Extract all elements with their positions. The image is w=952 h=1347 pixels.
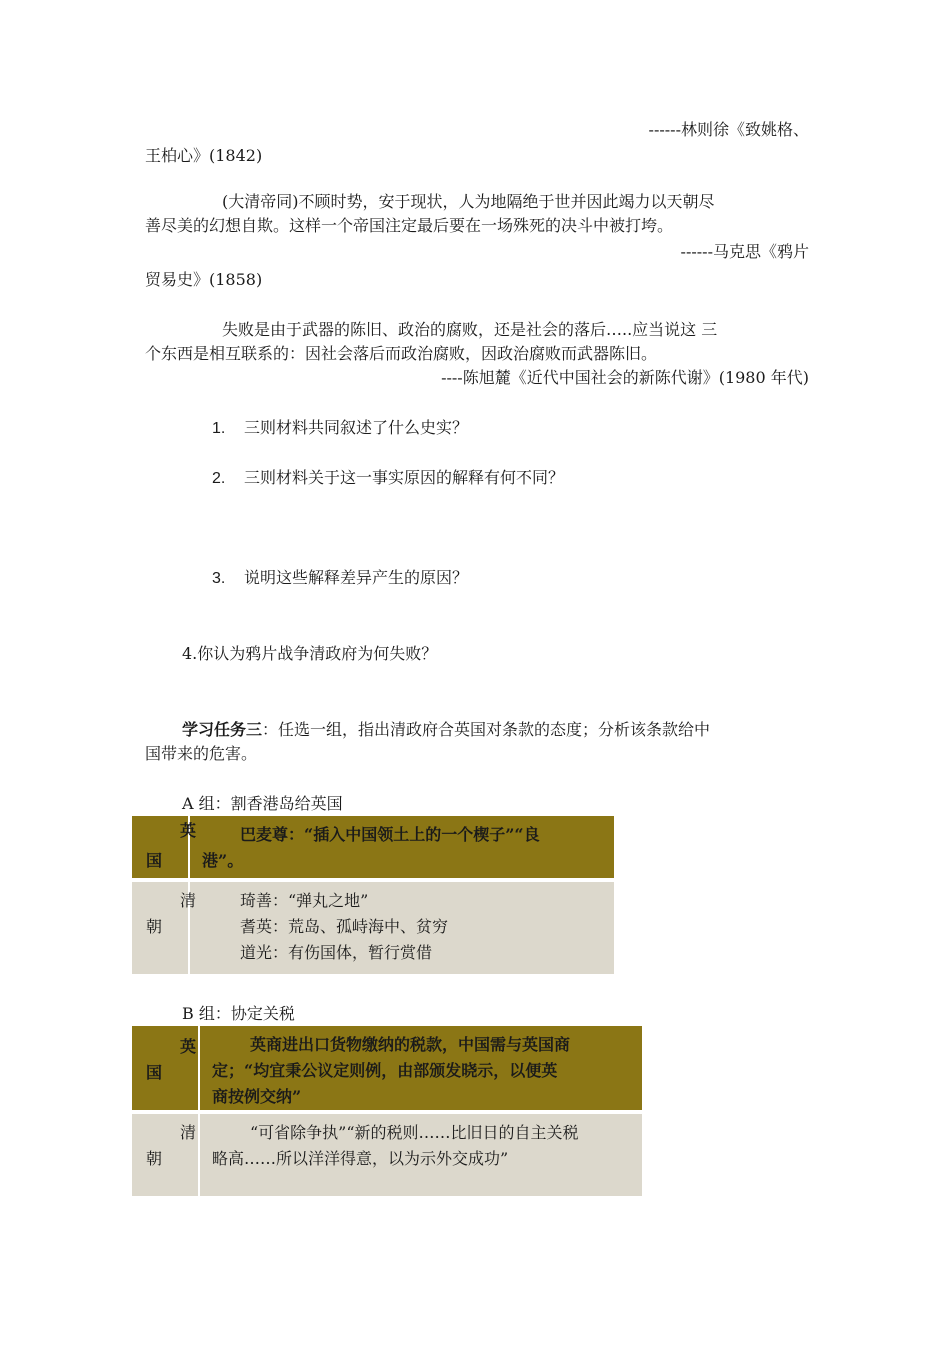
question-4: 4.你认为鸦片战争清政府为何失败？ [182, 644, 438, 663]
task3-line1 [182, 718, 710, 742]
group-a-title: A 组：割香港岛给英国 [182, 794, 343, 813]
question-number: 2. [212, 470, 226, 487]
group-a-britain-text: 巴麦尊：“插入中国领土上的一个楔子”“良 港”。 [189, 816, 614, 880]
group-b-title: B 组：协定关税 [182, 1004, 295, 1023]
question-number: 1. [212, 420, 226, 437]
question-2 [212, 466, 564, 491]
quote2-line2: 善尽美的幻想自欺。这样一个帝国注定最后要在一场殊死的决斗中被打垮。 [145, 216, 674, 235]
task3-line2: 国带来的危害。 [145, 744, 258, 763]
question-1 [212, 416, 468, 441]
quote2-line1: (大清帝同)不顾时势，安于现状，人为地隔绝于世并因此竭力以天朝尽 [222, 192, 715, 211]
group-b-qing-text: “可省除争执”“新的税则……比旧日的自主关税 略高……所以洋洋得意，以为示外交成功” [199, 1112, 642, 1196]
quote2-source-line2: 贸易史》(1858) [145, 270, 263, 289]
quote2-source-line1: ------马克思《鸦片 [680, 242, 809, 261]
question-number: 3. [212, 570, 226, 587]
question-text: 三则材料关于这一事实原因的解释有何不同？ [244, 468, 565, 487]
group-a-britain-label: 英 国 [132, 816, 189, 880]
group-a-qing-label: 清 朝 [132, 880, 189, 974]
group-b-qing-label: 清 朝 [132, 1112, 199, 1196]
question-text: 三则材料共同叙述了什么史实？ [244, 418, 469, 437]
question-3 [212, 566, 468, 591]
group-b-britain-text: 英商进出口货物缴纳的税款，中国需与英国商 定；“均宜秉公议定则例，由部颁发晓示，以便英 商按例交纳” [199, 1026, 642, 1112]
quote3-source: ----陈旭麓《近代中国社会的新陈代谢》(1980 年代) [441, 368, 809, 387]
group-b-table [132, 1026, 642, 1196]
question-text: 说明这些解释差异产生的原因？ [244, 568, 469, 587]
quote1-source-line2: 王柏心》(1842) [145, 146, 263, 165]
group-a-table [132, 816, 614, 974]
group-a-qing-text: 琦善：“弹丸之地” 耆英：荒岛、孤峙海中、贫穷 道光：有伤国体，暂行赏借 [189, 880, 614, 974]
task3-text: ：任选一组，指出清政府合英国对条款的态度；分析该条款给中 [262, 720, 711, 739]
quote1-source-line1: ------林则徐《致姚格、 [648, 120, 809, 139]
group-b-britain-label: 英 国 [132, 1026, 199, 1112]
quote3-line1: 失败是由于武器的陈旧、政治的腐败，还是社会的落后…..应当说这 三 [222, 320, 718, 339]
quote3-line2: 个东西是相互联系的：因社会落后而政治腐败，因政治腐败而武器陈旧。 [145, 344, 658, 363]
task3-label: 学习任务三 [182, 720, 263, 739]
